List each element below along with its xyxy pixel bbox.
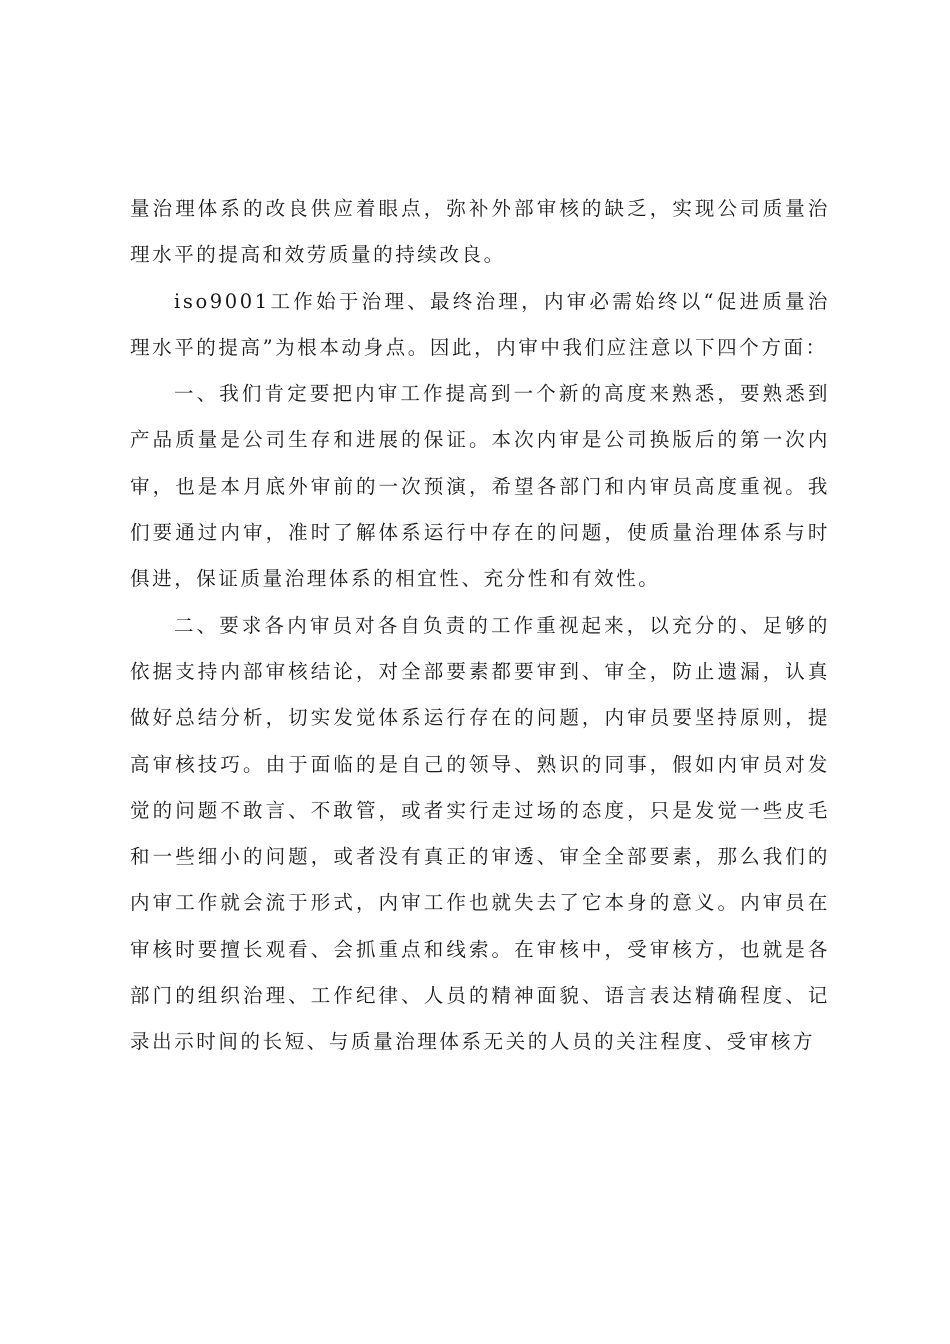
- paragraph-continuation: 量治理体系的改良供应着眼点，弥补外部审核的缺乏，实现公司质量治理水平的提高和效劳质量的持续改良。: [130, 197, 830, 267]
- paragraph-point-one: 一、我们肯定要把内审工作提高到一个新的高度来熟悉，要熟悉到产品质量是公司生存和进展的保证。本次内审是公司换版后的第一次内审，也是本月底外审前的一次预演，希望各部门和内审员高度重视。我们要通过内审，准时了解体系运行中存在的问题，使质量治理体系与时俱进，保证质量治理体系的相宜性、充分性和有效性。: [130, 382, 830, 591]
- paragraph-point-two: 二、要求各内审员对各自负责的工作重视起来，以充分的、足够的依据支持内部审核结论，对全部要素都要审到、审全，防止遗漏，认真做好总结分析，切实发觉体系运行存在的问题，内审员要坚持原则，提高审核技巧。由于面临的是自己的领导、熟识的同事，假如内审员对发觉的问题不敢言、不敢管，或者实行走过场的态度，只是发觉一些皮毛和一些细小的问题，或者没有真正的审透、审全全部要素，那么我们的内审工作就会流于形式，内审工作也就失去了它本身的意义。内审员在审核时要擅长观看、会抓重点和线索。在审核中，受审核方，也就是各部门的组织治理、工作纪律、人员的精神面貌、语言表达精确程度、记录出示时间的长短、与质量治理体系无关的人员的关注程度、受审核方: [130, 613, 830, 1054]
- document-body: [130, 186, 830, 1066]
- paragraph-iso9001: iso9001工作始于治理、最终治理，内审必需始终以“促进质量治理水平的提高”为根本动身点。因此，内审中我们应注意以下四个方面：: [130, 289, 830, 359]
